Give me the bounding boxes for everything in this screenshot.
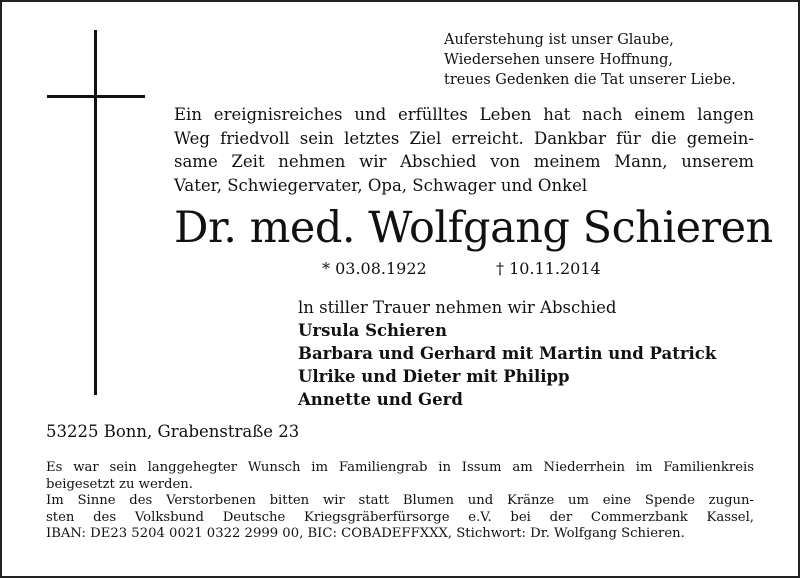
mourner-name: Ursula Schieren: [298, 321, 447, 340]
deceased-name: Dr. med. Wolfgang Schieren: [174, 203, 773, 253]
mourner-name: Barbara und Gerhard mit Martin und Patrick: [298, 344, 717, 363]
motto-line: Wiedersehen unsere Hoffnung,: [444, 52, 673, 68]
cross-horizontal-bar: [47, 95, 145, 98]
cross-vertical-bar: [94, 30, 97, 395]
footnote-line: Es war sein langgehegter Wunsch im Familiengrab in Issum am Niederrhein im Familienkreis: [46, 460, 754, 475]
footnote-paragraph: [46, 460, 754, 543]
death-date: † 10.11.2014: [496, 259, 601, 278]
intro-line: same Zeit nehmen wir Abschied von meinem Mann, unserem: [174, 152, 754, 171]
intro-line: Weg friedvoll sein letztes Ziel erreicht. Dankbar für die gemein-: [174, 128, 754, 148]
footnote-line: sten des Volksbund Deutsche Kriegsgräberfürsorge e.V. bei der Commerzbank Kassel,: [46, 509, 754, 525]
intro-line: Ein ereignisreiches und erfülltes Leben hat nach einem langen: [174, 105, 754, 124]
mourner-name: Ulrike und Dieter mit Philipp: [298, 367, 570, 386]
motto-line: treues Gedenken die Tat unserer Liebe.: [444, 72, 736, 88]
intro-paragraph: [174, 103, 754, 197]
footnote-line: Im Sinne des Verstorbenen bitten wir statt Blumen und Kränze um eine Spende zugun-: [46, 493, 754, 509]
intro-line: Vater, Schwiegervater, Opa, Schwager und Onkel: [174, 175, 588, 195]
motto-line: Auferstehung ist unser Glaube,: [444, 32, 674, 48]
birth-date: * 03.08.1922: [322, 259, 427, 278]
family-address: 53225 Bonn, Grabenstraße 23: [46, 422, 300, 441]
mourners-block: [298, 296, 716, 411]
footnote-line: beigesetzt zu werden.: [46, 476, 193, 492]
mourners-intro: ln stiller Trauer nehmen wir Abschied: [298, 298, 617, 317]
footnote-line: IBAN: DE23 5204 0021 0322 2999 00, BIC: COBADEFFXXX, Stichwort: Dr. Wolfgang Schieren.: [46, 526, 685, 542]
motto-verse: [444, 30, 736, 90]
mourner-name: Annette und Gerd: [298, 390, 463, 409]
